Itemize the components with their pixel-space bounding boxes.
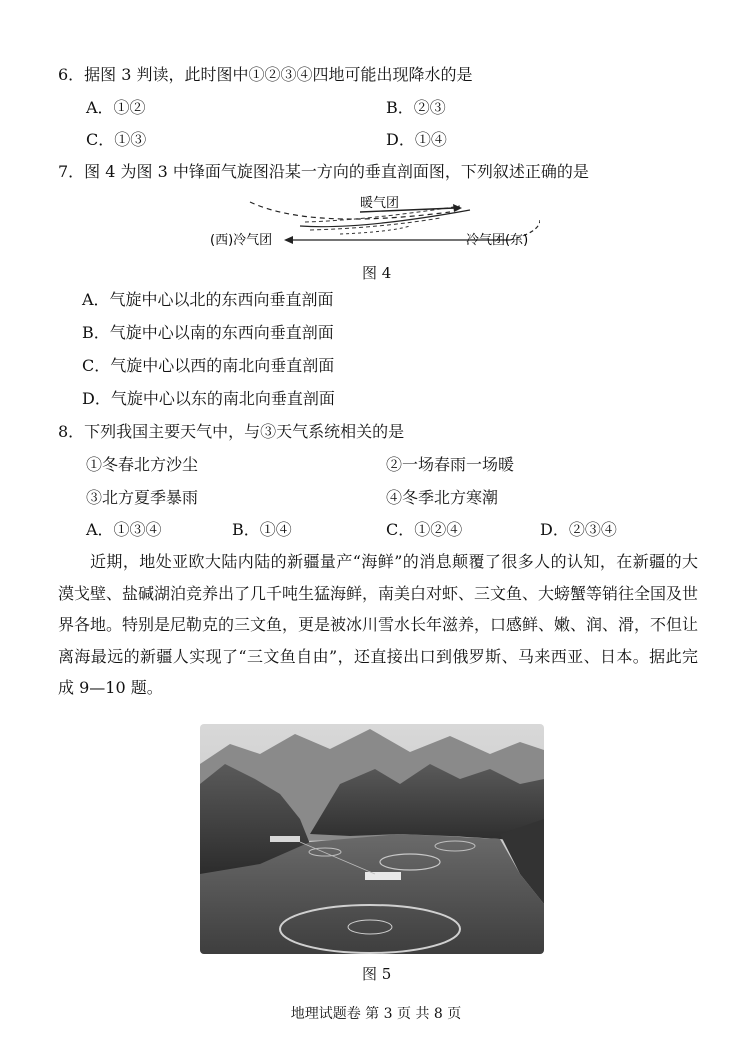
q7-option-c: C．气旋中心以西的南北向垂直剖面 — [82, 356, 335, 375]
passage-text: 近期，地处亚欧大陆内陆的新疆量产“海鲜”的消息颠覆了很多人的认知，在新疆的大漠戈壁、盐碱湖泊竞养出了几千吨生猛海鲜，南美白对虾、三文鱼、大螃蟹等销往全国及世界各地。特别是尼勒克的三文鱼，更是被冰川雪水长年滋养，口感鲜、嫩、润、滑，不但让离海最远的新疆人实现了“三文鱼自由”，还直接出口到俄罗斯、马来西亚、日本。据此完成 9—10 题。 — [58, 552, 699, 697]
q8-item-1: ①冬春北方沙尘 — [86, 455, 199, 474]
warm-front-upper-dashed-line — [250, 202, 450, 219]
east-cold-air-label: 冷气团(东) — [466, 233, 529, 248]
q8-item-2: ②一场春雨一场暖 — [386, 455, 515, 474]
q8-item-3: ③北方夏季暴雨 — [86, 488, 199, 507]
page-footer: 地理试题卷 第 3 页 共 8 页 — [290, 1006, 462, 1022]
warm-air-label: 暖气团 — [360, 196, 400, 211]
front-cross-section-diagram — [210, 190, 540, 252]
q6-stem: 6．据图 3 判读，此时图中①②③④四地可能出现降水的是 — [58, 65, 473, 84]
shore-building — [270, 836, 300, 842]
cold-air-arrowhead — [284, 236, 293, 244]
q6-option-b: B．②③ — [386, 98, 446, 117]
q7-option-d: D．气旋中心以东的南北向垂直剖面 — [82, 389, 335, 408]
q8-option-b: B．①④ — [232, 520, 292, 539]
q7-option-a: A．气旋中心以北的东西向垂直剖面 — [82, 290, 334, 309]
salmon-farm-lake-photo — [200, 724, 544, 954]
q8-stem: 8．下列我国主要天气中，与③天气系统相关的是 — [58, 422, 405, 441]
q8-option-d: D．②③④ — [540, 520, 617, 539]
q6-option-c: C．①③ — [86, 130, 147, 149]
q8-option-c: C．①②④ — [386, 520, 463, 539]
q6-option-d: D．①④ — [386, 130, 447, 149]
q8-item-4: ④冬季北方寒潮 — [386, 488, 499, 507]
cloud-layer-line — [340, 226, 410, 234]
q6-option-a: A．①② — [86, 98, 146, 117]
q7-option-b: B．气旋中心以南的东西向垂直剖面 — [82, 323, 334, 342]
q8-option-a: A．①③④ — [86, 520, 162, 539]
figure-5-caption: 图 5 — [362, 965, 392, 983]
figure-4-caption: 图 4 — [362, 264, 392, 282]
floating-platform — [365, 872, 401, 880]
q7-stem: 7．图 4 为图 3 中锋面气旋图沿某一方向的垂直剖面图，下列叙述正确的是 — [58, 162, 589, 181]
west-cold-air-label: (西)冷气团 — [210, 233, 273, 248]
warm-air-arrowhead — [453, 204, 462, 212]
